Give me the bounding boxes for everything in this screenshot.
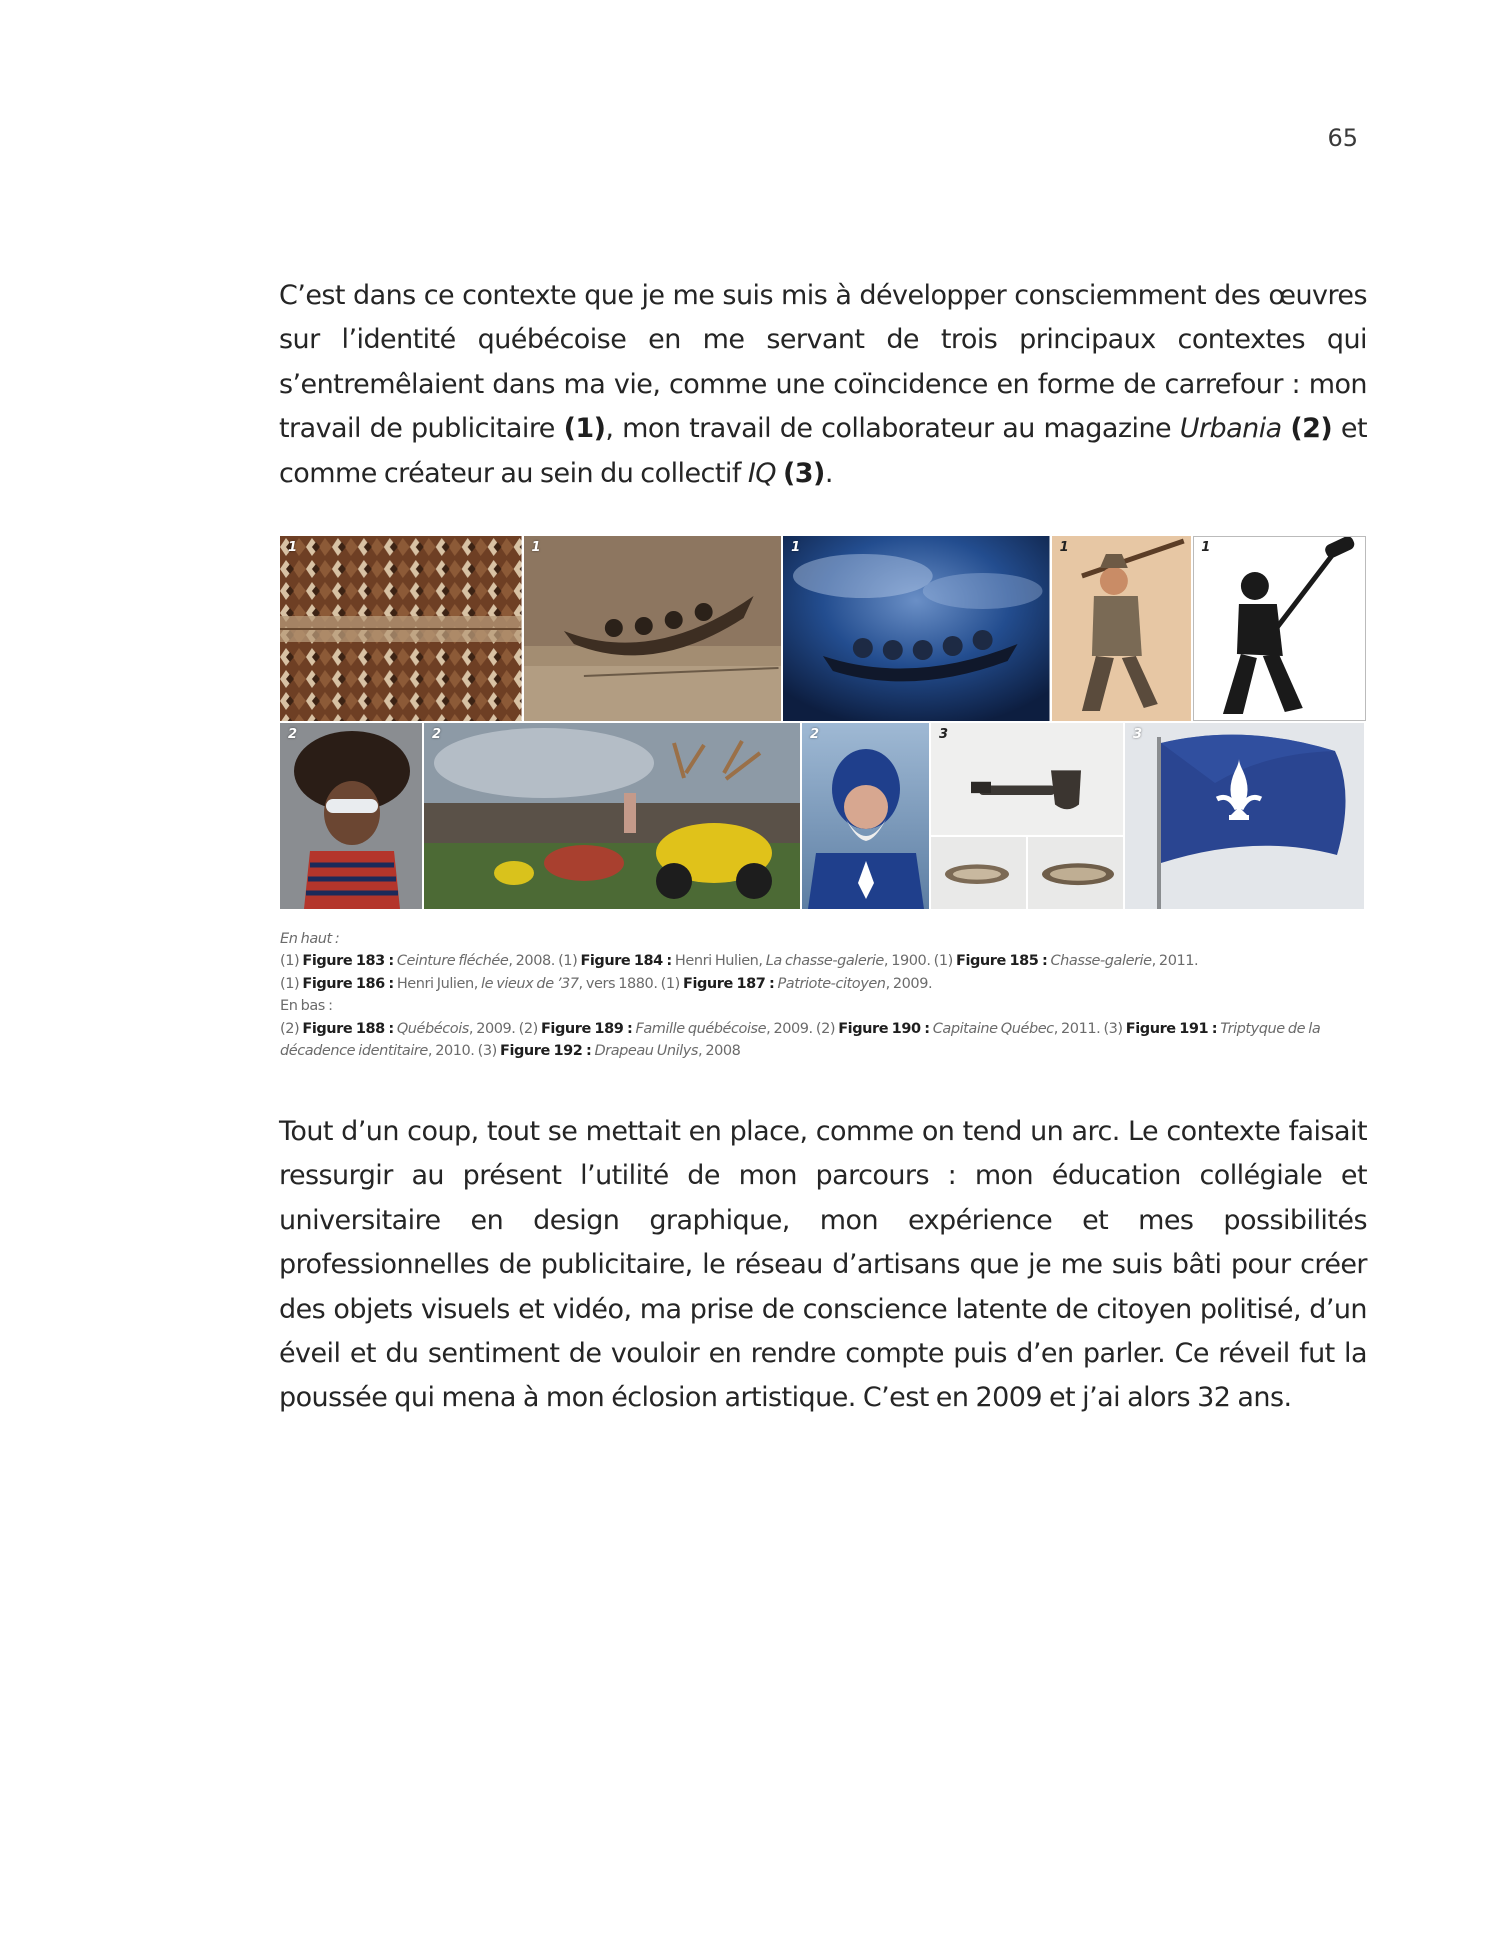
figure-number-label: 1 (1201, 540, 1211, 555)
figure-number-label: 1 (288, 540, 298, 555)
figure-top-row (280, 536, 1366, 721)
figure-number-label: 3 (939, 727, 949, 742)
snowshoes-photos (931, 837, 1123, 909)
pipe-photo (931, 723, 1123, 835)
caption-line: (1) Figure 183 : Ceinture fléchée, 2008. (1) Figure 184 : Henri Hulien, La chasse-galerie, 1900. (1) Figure 185 : Chasse-galerie, 2011. (280, 953, 1199, 970)
body-paragraph: Tout d’un coup, tout se mettait en place, comme on tend un arc. Le contexte faisait ressurgir au présent l’utilité de mon parcours : mon éducation collégiale et universitaire en design graphique, mon expérience et mes possibilités professionnelles de publicitaire, le réseau d’artisans que je me suis bâti pour créer des objets visuels et vidéo, ma prise de conscience latente de citoyen politisé, d’un éveil et du sentiment de vouloir en rendre compte puis d’en parler. Ce réveil fut la poussée qui mena à mon éclosion artistique. C’est en 2009 et j’ai alors 32 ans. (279, 1116, 1367, 1414)
snowshoe-left (931, 837, 1026, 909)
intro-paragraph: C’est dans ce contexte que je me suis mis à développer consciemment des œuvres sur l’identité québécoise en me servant de trois principaux contextes qui s’entremêlaient dans ma vie, comme une coïncidence en forme de carrefour : mon travail de publicitaire (1), mon travail de collaborateur au magazine Urbania (2) et comme créateur au sein du collectif IQ (3). (279, 280, 1367, 489)
caption-line: décadence identitaire, 2010. (3) Figure 192 : Drapeau Unilys, 2008 (280, 1043, 741, 1060)
caption-top-heading: En haut : (280, 931, 340, 947)
figure-number-label: 1 (791, 540, 801, 555)
sash-image (280, 536, 522, 721)
caption-line: (1) Figure 186 : Henri Julien, le vieux de ’37, vers 1880. (1) Figure 187 : Patriote-citoyen, 2009. (280, 975, 933, 992)
figure-number-label: 2 (288, 727, 298, 742)
family-image (424, 723, 800, 909)
snowshoe-right (1028, 837, 1123, 909)
triptych-image (931, 723, 1123, 909)
figure-caption (280, 928, 1370, 1062)
flag-image (1125, 723, 1364, 909)
figure-number-label: 1 (531, 540, 541, 555)
figure-number-label: 1 (1059, 540, 1069, 555)
night-canoe-image (783, 536, 1050, 721)
figure-number-label: 2 (432, 727, 442, 742)
stencil-patriot-image (1193, 536, 1366, 721)
fur-hat-child-image (280, 723, 422, 909)
caption-line: (2) Figure 188 : Québécois, 2009. (2) Figure 189 : Famille québécoise, 2009. (2) Figure 190 : Capitaine Québec, 2011. (3) Figure 191 : Triptyque de la (280, 1020, 1321, 1037)
figure-number-label: 2 (810, 727, 820, 742)
caption-bottom-heading: En bas : (280, 998, 333, 1015)
engraving-canoe-image (524, 536, 782, 721)
old-patriot-image (1052, 536, 1192, 721)
figure-bottom-row (280, 723, 1366, 909)
captain-quebec-image (802, 723, 929, 909)
page-number: 65 (1327, 124, 1358, 152)
figure-number-label: 3 (1133, 727, 1143, 742)
